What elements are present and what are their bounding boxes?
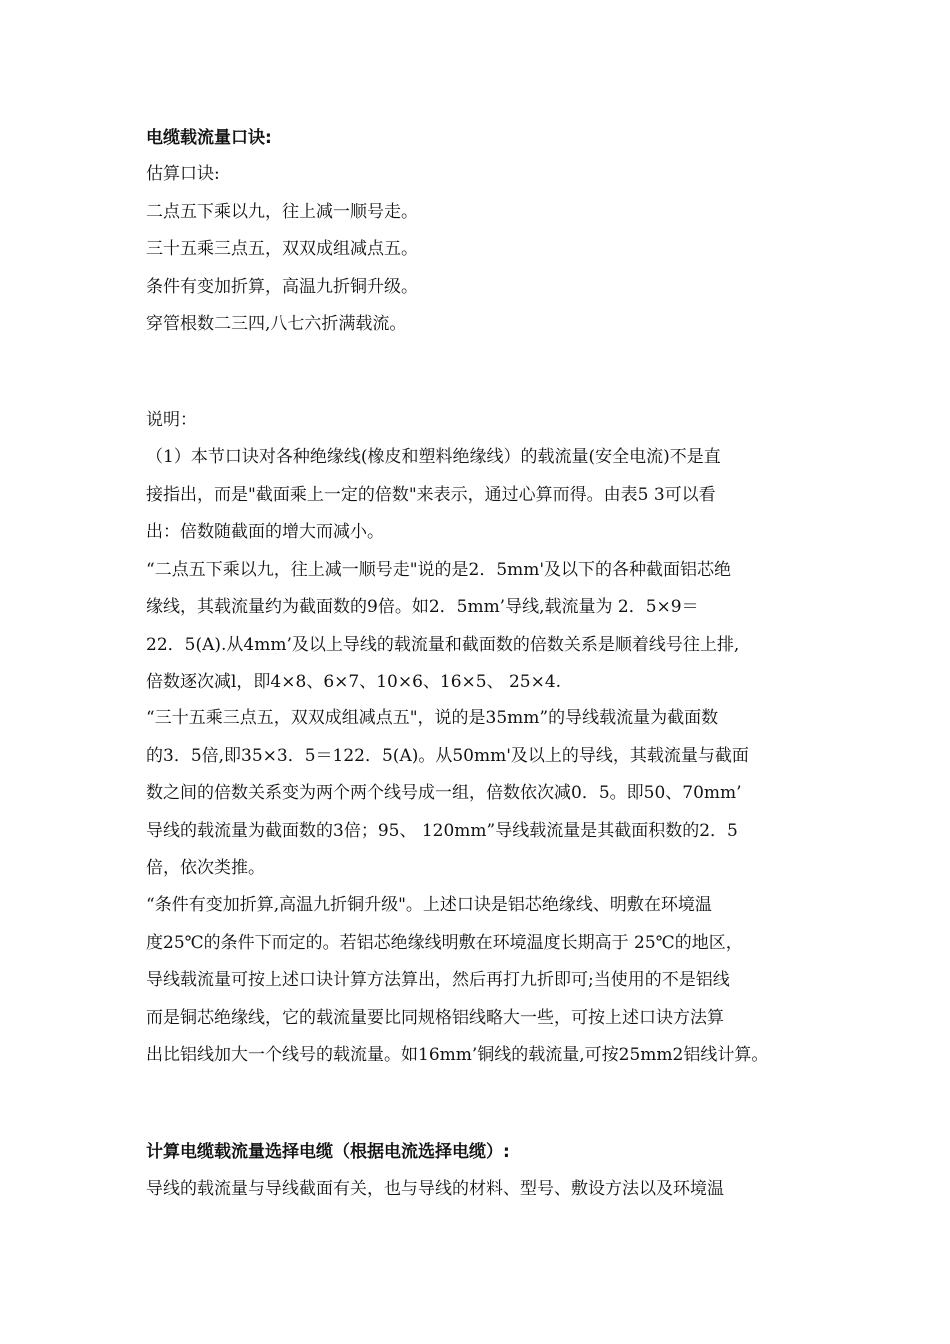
explanation-line: 出比铝线加大一个线号的载流量。如16mm’铜线的载流量,可按25mm2铝线计算。: [146, 1045, 769, 1065]
formula-subheading: 估算口诀:: [146, 164, 220, 184]
formula-verse-4: 穿管根数二三四,八七六折满载流。: [146, 314, 407, 334]
formula-verse-2: 三十五乘三点五，双双成组减点五。: [146, 239, 418, 259]
explanation-line: 而是铜芯绝缘线，它的载流量要比同规格铝线略大一些，可按上述口诀方法算: [146, 1008, 724, 1028]
formula-verse-1: 二点五下乘以九，往上减一顺号走。: [146, 202, 418, 222]
explanation-line: （1）本节口诀对各种绝缘线(橡皮和塑料绝缘线）的载流量(安全电流)不是直: [146, 447, 721, 467]
explanation-line: 接指出，而是"截面乘上一定的倍数"来表示，通过心算而得。由表5 3可以看: [146, 485, 716, 505]
explanation-line: 倍数逐次减l，即4×8、6×7、10×6、16×5、 25×4.: [146, 672, 562, 692]
explanation-line: 倍，依次类推。: [146, 858, 265, 878]
explanation-line: 的3．5倍,即35×3．5＝122．5(A)。从50mm'及以上的导线，其载流量与截面: [146, 746, 749, 766]
explanation-line: “二点五下乘以九，往上减一顺号走"说的是2．5mm'及以下的各种截面铝芯绝: [146, 560, 732, 580]
explanation-line: 度25℃的条件下而定的。若铝芯绝缘线明敷在环境温度长期高于 25℃的地区，: [146, 933, 743, 953]
explanation-line: 导线载流量可按上述口诀计算方法算出，然后再打九折即可;当使用的不是铝线: [146, 970, 730, 990]
explanation-line: “条件有变加折算,高温九折铜升级"。上述口诀是铝芯绝缘线、明敷在环境温: [146, 895, 712, 915]
section-heading-formula: 电缆载流量口诀:: [146, 128, 272, 148]
explanation-line: 导线的载流量为截面数的3倍；95、 120mm”导线载流量是其截面积数的2．5: [146, 821, 738, 841]
section-heading-selection: 计算电缆载流量选择电缆（根据电流选择电缆）:: [146, 1142, 510, 1162]
explanation-line: 22．5(A).从4mm’及以上导线的载流量和截面数的倍数关系是顺着线号往上排,: [146, 635, 740, 655]
selection-line: 导线的载流量与导线截面有关，也与导线的材料、型号、敷设方法以及环境温: [146, 1179, 724, 1199]
formula-verse-3: 条件有变加折算，高温九折铜升级。: [146, 277, 418, 297]
explanation-line: 出：倍数随截面的增大而减小。: [146, 522, 384, 542]
explanation-heading: 说明：: [146, 410, 197, 430]
explanation-line: 数之间的倍数关系变为两个两个线号成一组，倍数依次减0．5。即50、70mm’: [146, 783, 742, 803]
explanation-line: “三十五乘三点五，双双成组减点五"，说的是35mm”的导线载流量为截面数: [146, 708, 719, 728]
explanation-line: 缘线，其载流量约为截面数的9倍。如2．5mm’导线,载流量为 2．5×9＝: [146, 597, 699, 617]
